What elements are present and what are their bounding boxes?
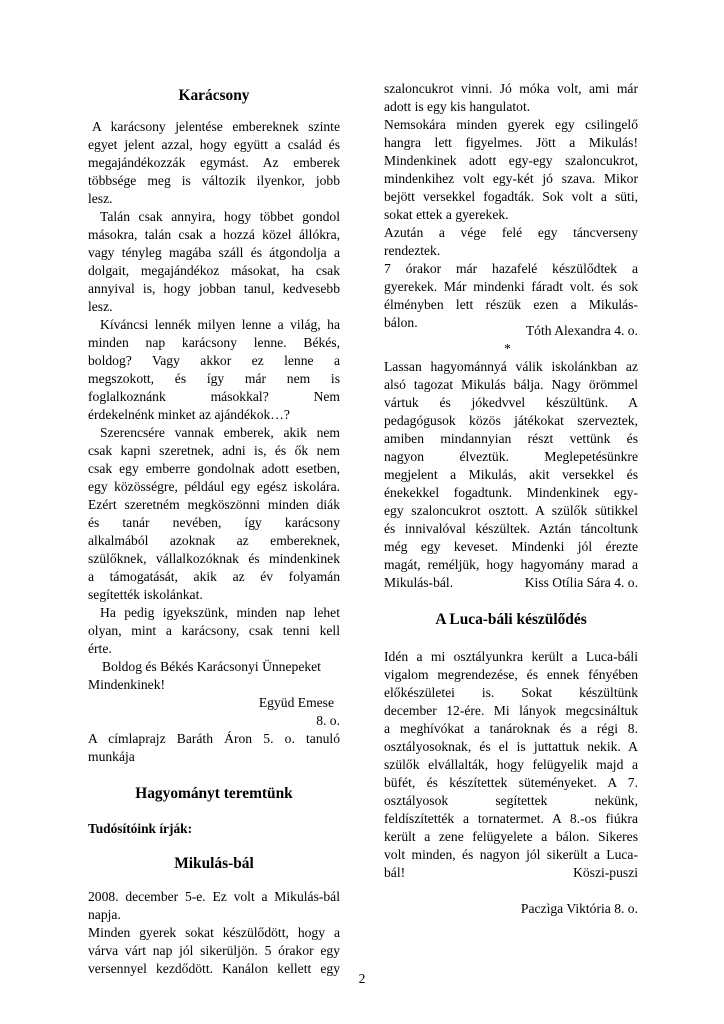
text-line: Talán csak annyira, hogy többet gondol xyxy=(100,209,340,224)
text-line: csak egy emberre gondolnak adott esetben, xyxy=(88,461,340,476)
text-line: csak kapni szeretnek, adni is, és ők nem xyxy=(88,443,340,458)
author-signature: Tóth Alexandra 4. o. xyxy=(525,323,638,338)
text-line: bálon. xyxy=(384,315,418,330)
text-line: napja. xyxy=(88,907,121,922)
author-signature: Együd Emese xyxy=(258,695,334,710)
page-number: 2 xyxy=(358,971,366,986)
text-line: Azután a vége felé egy táncverseny xyxy=(384,225,638,240)
text-line: minden nap karácsony lenne. Békés, xyxy=(88,335,340,350)
text-line: gyerekek. Már mindenki fáradt volt. és sok xyxy=(384,279,638,294)
author-signature: Paczìga Viktória 8. o. xyxy=(520,901,638,916)
text-line: 7 órakor már hazafelé készülődtek a xyxy=(384,261,638,276)
text-line: Lassan hagyománnyá válik iskolánkban az xyxy=(384,359,638,374)
text-line: alkalmából azoknak az embereknek, xyxy=(88,533,340,548)
text-line: osztályosok segítettek nekünk, xyxy=(384,793,638,808)
article-title-luca-bal: A Luca-báli készülődés xyxy=(435,611,587,628)
article-title-mikulas-bal: Mikulás-bál xyxy=(174,855,254,872)
text-line: munkája xyxy=(88,749,135,764)
text-line: többsége meg is változik ilyenkor, jobb xyxy=(88,173,340,188)
text-line: Mindenkinek! xyxy=(88,677,166,692)
text-line: Szerencsére vannak emberek, akik nem xyxy=(100,425,340,440)
text-line: versennyel kezdődött. Kanálon kellett egy xyxy=(88,961,340,976)
text-line: Ha pedig igyekszünk, minden nap lehet xyxy=(100,605,340,620)
text-line: vigalom megrendezése, és ennek fényében xyxy=(384,667,638,682)
text-line: érdekelnénk minket az ajándékok…? xyxy=(88,407,290,422)
text-line: sokat ettek a gyerekek. xyxy=(384,207,509,222)
text-line: énekekkel fogadtunk. Mindenkinek egy- xyxy=(384,485,638,500)
reporters-heading: Tudósítóink írják: xyxy=(88,821,193,836)
text-line: osztályosoknak, és el is juttattuk nekik. A xyxy=(384,739,638,754)
text-line: lesz. xyxy=(88,299,113,314)
text-line: vagy tényleg magába száll és átgondolja a xyxy=(88,245,340,260)
text-line: Mindenkinek adott egy-egy szaloncukrot, xyxy=(384,153,638,168)
text-line: Mikulás-bál. xyxy=(384,575,454,590)
text-line: annyival is, hogy jobban tanul, kedvesebb xyxy=(88,281,340,296)
text-line: dolgait, megajándékoz másokat, ha csak xyxy=(88,263,340,278)
asterisk-separator: * xyxy=(504,341,511,356)
text-line: olyan, mint a karácsony, csak tenni kell xyxy=(88,623,340,638)
section-title-hagyomany: Hagyományt teremtünk xyxy=(135,785,293,802)
text-line: megajándékozzák egymást. Az emberek xyxy=(88,155,340,170)
author-class: 8. o. xyxy=(316,713,340,728)
text-line: várva várt nap jól sikerüljön. 5 órakor egy xyxy=(88,943,340,958)
text-line: 2008. december 5-e. Ez volt a Mikulás-bál xyxy=(88,889,340,904)
text-line: vártuk és jókedvvel készültünk. A xyxy=(384,395,638,410)
text-line: került a zene felügyelete a bálon. Sikeres xyxy=(384,829,638,844)
text-line: másokra, talán csak a hozzá közel állókra, xyxy=(88,227,340,242)
text-line: Idén a mi osztályunkra került a Luca-báli xyxy=(384,649,638,664)
text-line: pedagógusok közös játékokat szerveztek, xyxy=(384,413,638,428)
text-line: megszokott, és így már nem is xyxy=(88,371,340,386)
text-line: nagyon élveztük. Meglepetésünkre xyxy=(384,449,638,464)
text-line: adott is egy kis hangulatot. xyxy=(384,99,531,114)
text-line: egyet jelent azzal, hogy együtt a család és xyxy=(88,137,340,152)
text-line: megjelent a Mikulás, akit versekkel és xyxy=(384,467,638,482)
text-line: előkészületei is. Sokat készültünk xyxy=(384,685,638,700)
text-line: Boldog és Békés Karácsonyi Ünnepeket xyxy=(102,659,321,674)
text-line: foglalkoznánk másokkal? Nem xyxy=(88,389,340,404)
text-line: mindenkihez volt egy-két jó szava. Mikor xyxy=(384,171,638,186)
text-line: december 12-ére. Mi lányok megcsináltuk xyxy=(384,703,638,718)
text-line: és innivalóval készültek. Aztán táncoltunk xyxy=(384,521,638,536)
text-line: és tanár nevében, így karácsony xyxy=(88,515,340,530)
text-line: élményben lett részük ezen a Mikulás- xyxy=(384,297,638,312)
text-line: Nemsokára minden gyerek egy csilingelő xyxy=(384,117,638,132)
text-line: A címlaprajz Baráth Áron 5. o. tanuló xyxy=(88,731,340,746)
text-line: büfét, és készítettek süteményeket. A 7. xyxy=(384,775,638,790)
text-line: Kíváncsi lennék milyen lenne a világ, ha xyxy=(100,317,340,332)
text-line: amiben mindannyian részt vettünk és xyxy=(384,431,638,446)
text-line: hangra lett figyelmes. Jött a Mikulás! xyxy=(384,135,638,150)
text-line: szaloncukrot vinni. Jó móka volt, ami már xyxy=(384,81,638,96)
text-line: lesz. xyxy=(88,191,113,206)
text-line: a meghívókat a tanároknak és a régi 8. xyxy=(384,721,638,736)
author-signature: Kiss Otília Sára 4. o. xyxy=(524,575,638,590)
text-line: bejött versekkel fogadták. Sok volt a süti, xyxy=(384,189,638,204)
text-line: Minden gyerek sokat készülődött, hogy a xyxy=(88,925,340,940)
text-line: bál! xyxy=(384,865,406,880)
closing-line: Köszi-puszi xyxy=(573,865,638,880)
text-line: feldíszítették a tornatermet. A 8.-os fiúkra xyxy=(384,811,638,826)
text-line: egy szaloncukrot osztott. A szülők sütikkel xyxy=(384,503,638,518)
text-line: magát, reméljük, hogy hagyomány marad a xyxy=(384,557,638,572)
text-line: A karácsony jelentése embereknek szinte xyxy=(92,119,340,134)
article-title-karacsony: Karácsony xyxy=(178,87,250,104)
text-line: szülők elvállalták, hogy felügyelik majd a xyxy=(384,757,638,772)
text-line: Ezért szeretném megköszönni minden diák xyxy=(88,497,340,512)
text-line: volt minden, és nagyon jól sikerült a Luca- xyxy=(384,847,638,862)
text-line: segítették iskolánkat. xyxy=(88,587,203,602)
text-line: a támogatását, akik az év folyamán xyxy=(88,569,340,584)
text-line: szülőknek, vállalkozóknak és mindenkinek xyxy=(88,551,340,566)
text-line: boldog? Vagy akkor ez lenne a xyxy=(88,353,340,368)
text-line: rendeztek. xyxy=(384,243,441,258)
text-line: még egy keveset. Mindenki jól érezte xyxy=(384,539,638,554)
text-line: alsó tagozat Mikulás bálja. Nagy örömmel xyxy=(384,377,638,392)
text-line: egy közösségre, például egy egész iskolára. xyxy=(88,479,340,494)
text-line: érte. xyxy=(88,641,112,656)
